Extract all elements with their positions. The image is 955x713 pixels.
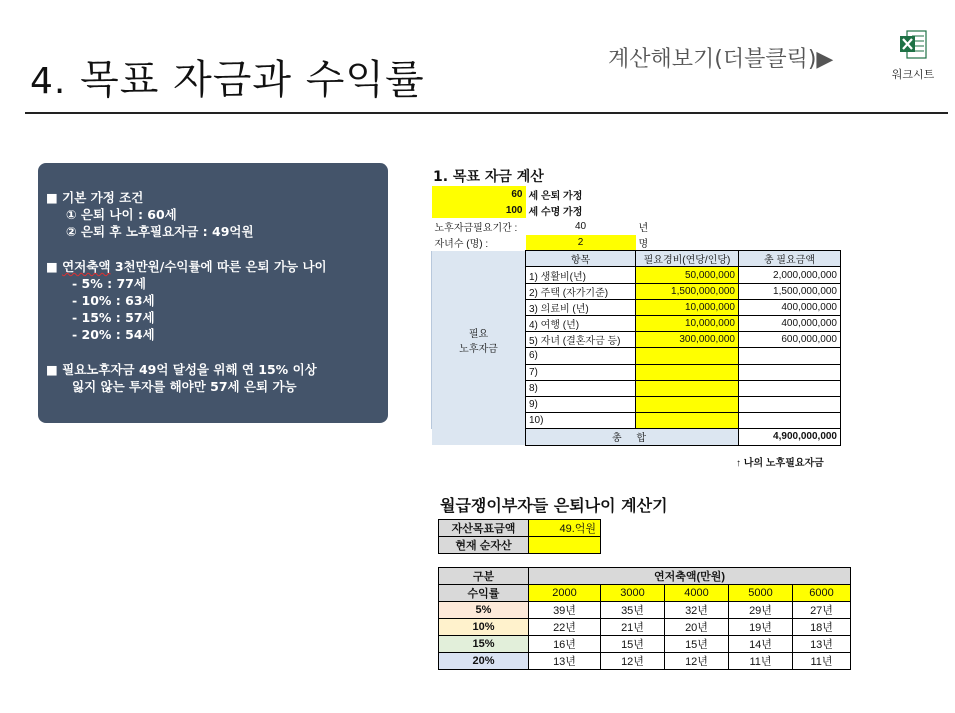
total-cell: 400,000,000 [739, 316, 841, 332]
years-cell: 18년 [793, 619, 851, 636]
table-row [439, 602, 851, 619]
cost-cell[interactable] [636, 396, 739, 412]
years-cell: 19년 [729, 619, 793, 636]
total-cell: 400,000,000 [739, 299, 841, 315]
heading-word: 연저축액 [62, 259, 111, 274]
years-cell: 29년 [729, 602, 793, 619]
heading-rest: 3천만원/수익률에 따른 은퇴 가능 나이 [110, 259, 327, 274]
savings-amount-cell: 6000 [793, 585, 851, 602]
total-cell [739, 364, 841, 380]
group-label-line: 필요 [468, 328, 489, 340]
rate-cell: 15% [439, 636, 529, 653]
page-title [30, 48, 425, 105]
heading-bullet: ■ [46, 259, 63, 274]
excel-icon [899, 30, 927, 60]
summary-section-assumptions [46, 189, 378, 240]
net-asset-value[interactable] [529, 537, 601, 554]
summary-item: - 5% : 77세 [72, 276, 146, 291]
cost-cell[interactable] [636, 413, 739, 429]
title-text: 목표 자금과 수익률 [80, 57, 425, 103]
item-cell: 3) 의료비 (년) [526, 299, 636, 315]
table-row [439, 653, 851, 670]
item-cell: 4) 여행 (년) [526, 316, 636, 332]
summary-item: - 10% : 63세 [72, 293, 155, 308]
retirement-age-table [438, 567, 851, 670]
years-cell: 32년 [665, 602, 729, 619]
col-rate-header: 수익률 [439, 585, 529, 602]
sum-label: 총 합 [526, 429, 739, 445]
children-value[interactable]: 2 [526, 235, 636, 251]
children-label: 자녀수 (명) : [434, 239, 489, 251]
retirement-fund-note: ↑ 나의 노후필요자금 [736, 458, 824, 469]
summary-item: ② 은퇴 후 노후필요자금 : 49억원 [66, 224, 254, 239]
children-unit: 명 [638, 238, 649, 250]
summary-section-conclusion [46, 361, 378, 395]
cost-cell[interactable]: 1,500,000,000 [636, 283, 739, 299]
total-cell [739, 348, 841, 364]
years-cell: 12년 [601, 653, 665, 670]
col-header-total: 총 필요금액 [739, 251, 841, 267]
savings-amount-cell: 2000 [529, 585, 601, 602]
table-row [439, 636, 851, 653]
worksheet-label: 워크시트 [891, 68, 935, 81]
sum-value: 4,900,000,000 [739, 429, 841, 445]
goal-value[interactable]: 49.억원 [529, 520, 601, 537]
years-cell: 11년 [793, 653, 851, 670]
col-savings-header: 연저축액(만원) [529, 568, 851, 585]
cost-cell[interactable]: 10,000,000 [636, 299, 739, 315]
total-cell: 600,000,000 [739, 332, 841, 348]
cost-cell[interactable]: 50,000,000 [636, 267, 739, 283]
item-cell: 10) [526, 413, 636, 429]
total-cell [739, 413, 841, 429]
savings-amount-cell: 5000 [729, 585, 793, 602]
summary-heading: ■ 필요노후자금 49억 달성을 위해 연 15% 이상 [46, 362, 317, 377]
total-cell [739, 380, 841, 396]
cost-cell[interactable]: 10,000,000 [636, 316, 739, 332]
item-cell: 6) [526, 348, 636, 364]
years-cell: 12년 [665, 653, 729, 670]
item-cell: 8) [526, 380, 636, 396]
group-label-line: 노후자금 [459, 343, 498, 355]
years-cell: 11년 [729, 653, 793, 670]
item-cell: 5) 자녀 (결혼자금 등) [526, 332, 636, 348]
period-value: 40 [574, 220, 587, 232]
item-cell: 7) [526, 364, 636, 380]
col-header-item: 항목 [526, 251, 636, 267]
life-age-cell[interactable]: 100 [432, 202, 526, 218]
summary-heading: ■ 기본 가정 조건 [46, 190, 144, 205]
target-fund-table [431, 186, 841, 446]
item-cell: 1) 생활비(년) [526, 267, 636, 283]
savings-amount-cell: 4000 [665, 585, 729, 602]
worksheet-button[interactable] [888, 30, 938, 82]
period-label: 노후자금필요기간 : [434, 222, 518, 234]
cost-cell[interactable] [636, 380, 739, 396]
retire-age-label: 세 은퇴 가정 [528, 190, 583, 202]
years-cell: 14년 [729, 636, 793, 653]
table2-title: 월급쟁이부자들 은퇴나이 계산기 [440, 496, 668, 515]
cost-cell[interactable] [636, 364, 739, 380]
sum-spacer [432, 429, 526, 445]
table1-title: 1. 목표 자금 계산 [433, 169, 544, 185]
years-cell: 20년 [665, 619, 729, 636]
years-cell: 39년 [529, 602, 601, 619]
summary-item: ① 은퇴 나이 : 60세 [66, 207, 177, 222]
rate-cell: 10% [439, 619, 529, 636]
summary-item: 잃지 않는 투자를 해야만 57세 은퇴 가능 [72, 379, 297, 394]
goal-label: 자산목표금액 [439, 520, 529, 537]
summary-box [38, 163, 388, 423]
col-group-header: 구분 [439, 568, 529, 585]
years-cell: 15년 [665, 636, 729, 653]
title-divider [25, 112, 948, 114]
years-cell: 16년 [529, 636, 601, 653]
summary-item: - 15% : 57세 [72, 310, 155, 325]
years-cell: 35년 [601, 602, 665, 619]
col-header-cost: 필요경비(연당/인당) [636, 251, 739, 267]
savings-amount-cell: 3000 [601, 585, 665, 602]
summary-item: - 20% : 54세 [72, 327, 155, 342]
cost-cell[interactable] [636, 348, 739, 364]
cost-cell[interactable]: 300,000,000 [636, 332, 739, 348]
item-cell: 2) 주택 (자가기준) [526, 283, 636, 299]
summary-section-ages [46, 258, 378, 343]
rate-cell: 20% [439, 653, 529, 670]
net-asset-label: 현재 순자산 [439, 537, 529, 554]
retire-age-cell[interactable]: 60 [432, 186, 526, 202]
rate-cell: 5% [439, 602, 529, 619]
years-cell: 21년 [601, 619, 665, 636]
asset-input-table [438, 519, 601, 554]
sum-row [432, 429, 841, 445]
item-cell: 9) [526, 396, 636, 412]
years-cell: 15년 [601, 636, 665, 653]
summary-heading [46, 258, 378, 275]
calculate-link[interactable]: 계산해보기(더블클릭)▶ [608, 47, 834, 72]
title-number: 4. [30, 61, 67, 102]
years-cell: 13년 [529, 653, 601, 670]
years-cell: 13년 [793, 636, 851, 653]
total-cell: 1,500,000,000 [739, 283, 841, 299]
years-cell: 22년 [529, 619, 601, 636]
table-row [439, 619, 851, 636]
period-unit: 년 [638, 222, 649, 234]
total-cell: 2,000,000,000 [739, 267, 841, 283]
years-cell: 27년 [793, 602, 851, 619]
total-cell [739, 396, 841, 412]
group-label [432, 251, 526, 429]
life-age-label: 세 수명 가정 [528, 206, 583, 218]
